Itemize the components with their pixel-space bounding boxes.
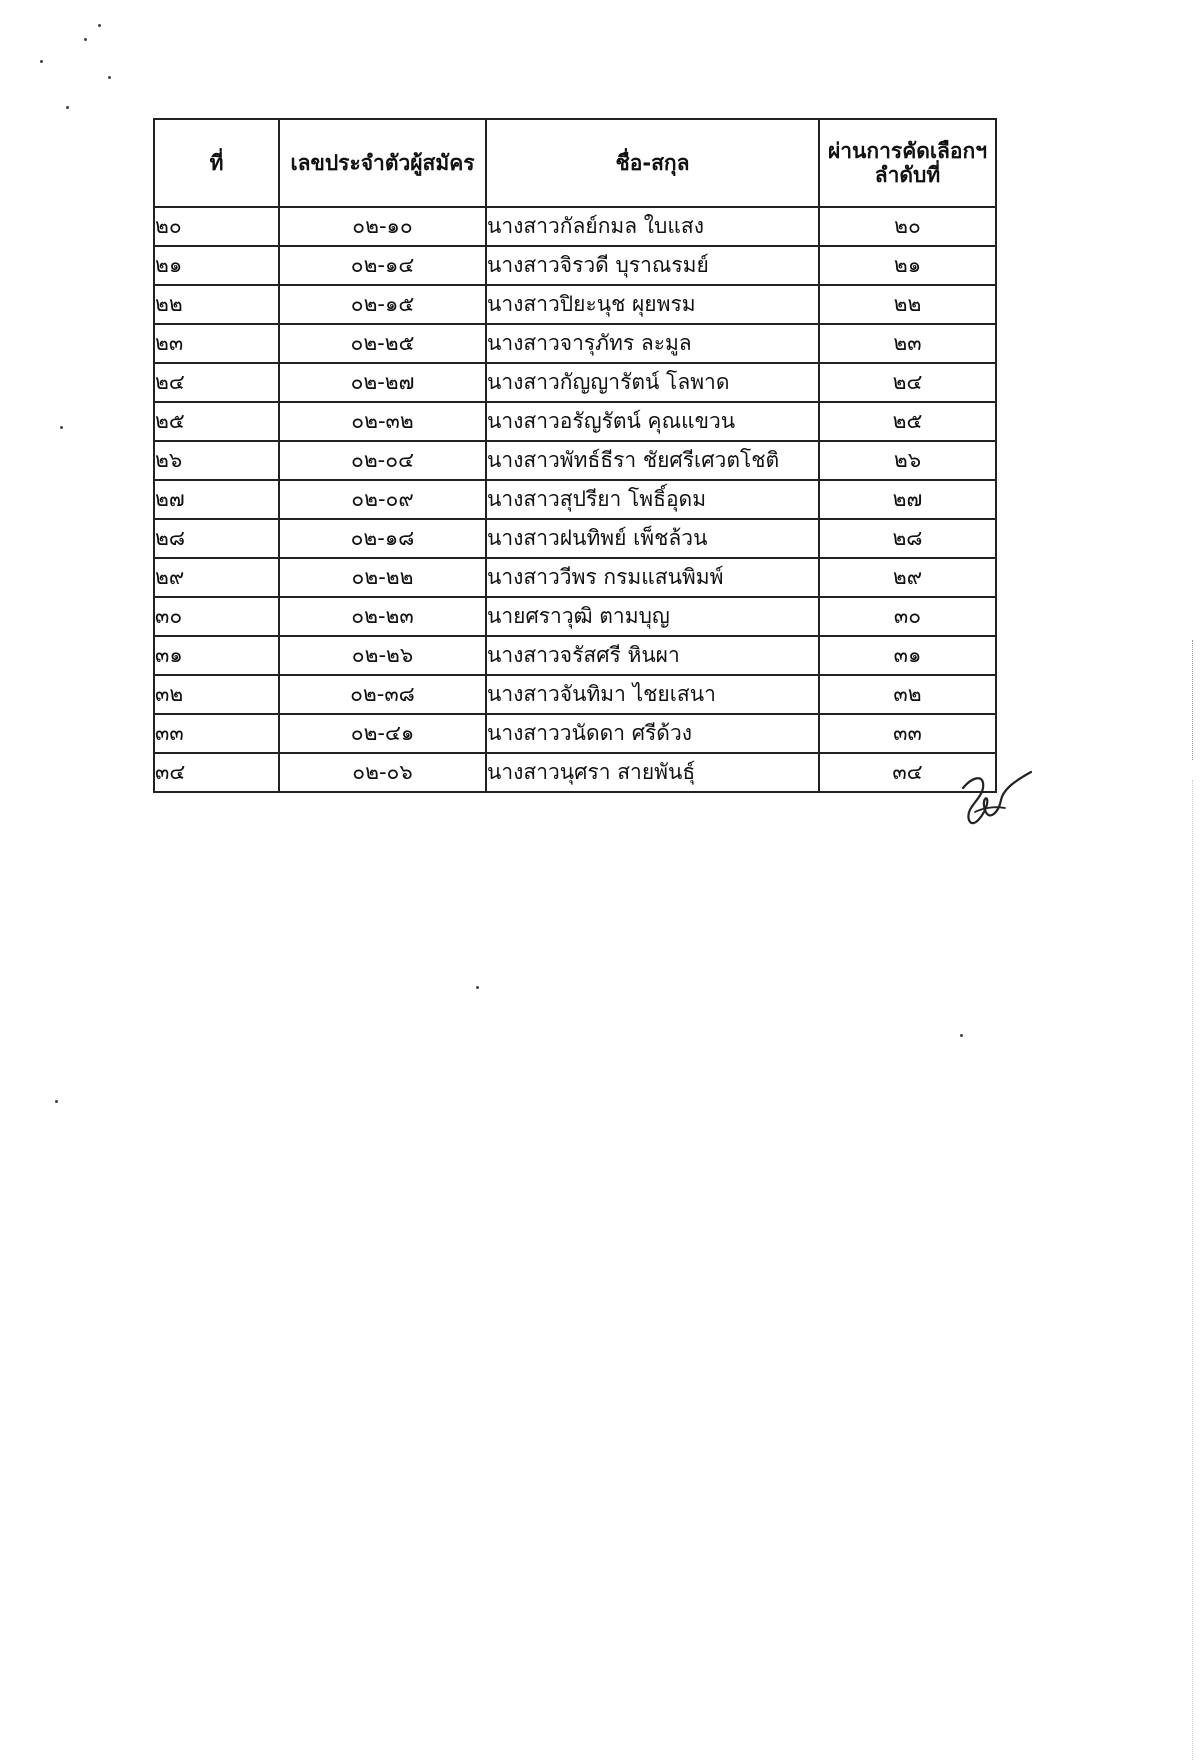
- cell-applicant-id: ๐๒-๒๕: [279, 324, 486, 363]
- cell-name: นายศราวุฒิ ตามบุญ: [486, 597, 819, 636]
- cell-rank: ๒๙: [819, 558, 996, 597]
- cell-no: ๒๕: [154, 402, 279, 441]
- table-row: [154, 207, 996, 246]
- table-row: [154, 402, 996, 441]
- cell-applicant-id: ๐๒-๔๑: [279, 714, 486, 753]
- table-row: [154, 519, 996, 558]
- scan-speck: [476, 986, 479, 989]
- cell-applicant-id: ๐๒-๐๔: [279, 441, 486, 480]
- cell-rank: ๒๓: [819, 324, 996, 363]
- table-row: [154, 246, 996, 285]
- table-row: [154, 675, 996, 714]
- selection-results-table: [153, 118, 997, 793]
- table-row: [154, 597, 996, 636]
- cell-rank: ๒๒: [819, 285, 996, 324]
- cell-rank: ๒๘: [819, 519, 996, 558]
- cell-name: นางสาวกัญญารัตน์ โลพาด: [486, 363, 819, 402]
- cell-no: ๒๘: [154, 519, 279, 558]
- table-row: [154, 636, 996, 675]
- cell-no: ๒๔: [154, 363, 279, 402]
- cell-rank: ๒๕: [819, 402, 996, 441]
- cell-rank: ๓๓: [819, 714, 996, 753]
- signature-mark: [955, 768, 1035, 832]
- cell-name: นางสาวฝนทิพย์ เพ็ชล้วน: [486, 519, 819, 558]
- table-row: [154, 441, 996, 480]
- cell-name: นางสาวสุปรียา โพธิ์อุดม: [486, 480, 819, 519]
- cell-name: นางสาววนัดดา ศรีด้วง: [486, 714, 819, 753]
- cell-name: นางสาวนุศรา สายพันธุ์: [486, 753, 819, 792]
- cell-rank: ๓๑: [819, 636, 996, 675]
- cell-name: นางสาวอรัญรัตน์ คุณแขวน: [486, 402, 819, 441]
- table-row: [154, 363, 996, 402]
- cell-rank: ๒๔: [819, 363, 996, 402]
- cell-rank: ๒๑: [819, 246, 996, 285]
- scan-edge: [1192, 780, 1194, 1760]
- scan-speck: [40, 60, 43, 63]
- cell-no: ๓๔: [154, 753, 279, 792]
- cell-rank: ๒๖: [819, 441, 996, 480]
- table-row: [154, 324, 996, 363]
- header-no: ที่: [154, 119, 279, 207]
- table-row: [154, 480, 996, 519]
- cell-applicant-id: ๐๒-๓๘: [279, 675, 486, 714]
- cell-applicant-id: ๐๒-๒๒: [279, 558, 486, 597]
- cell-rank: ๒๐: [819, 207, 996, 246]
- header-name: ชื่อ-สกุล: [486, 119, 819, 207]
- table-row: [154, 285, 996, 324]
- table-row: [154, 753, 996, 792]
- cell-applicant-id: ๐๒-๒๖: [279, 636, 486, 675]
- cell-no: ๒๐: [154, 207, 279, 246]
- table-row: [154, 558, 996, 597]
- cell-no: ๒๖: [154, 441, 279, 480]
- cell-applicant-id: ๐๒-๓๒: [279, 402, 486, 441]
- scan-speck: [66, 106, 69, 109]
- cell-applicant-id: ๐๒-๑๘: [279, 519, 486, 558]
- cell-name: นางสาวจารุภัทร ละมูล: [486, 324, 819, 363]
- cell-no: ๒๒: [154, 285, 279, 324]
- cell-rank: ๓๔: [819, 753, 996, 792]
- cell-name: นางสาวจิรวดี บุราณรมย์: [486, 246, 819, 285]
- cell-name: นางสาวจรัสศรี หินผา: [486, 636, 819, 675]
- cell-no: ๓๒: [154, 675, 279, 714]
- cell-no: ๒๗: [154, 480, 279, 519]
- cell-no: ๒๓: [154, 324, 279, 363]
- cell-name: นางสาววีพร กรมแสนพิมพ์: [486, 558, 819, 597]
- scan-edge: [1192, 640, 1194, 760]
- cell-applicant-id: ๐๒-๑๔: [279, 246, 486, 285]
- cell-applicant-id: ๐๒-๐๙: [279, 480, 486, 519]
- scan-speck: [55, 1100, 58, 1103]
- header-applicant-id: เลขประจำตัวผู้สมัคร: [279, 119, 486, 207]
- scan-speck: [960, 1034, 963, 1037]
- scan-speck: [60, 426, 63, 429]
- scan-speck: [108, 76, 111, 79]
- header-rank: ผ่านการคัดเลือกฯ ลำดับที่: [819, 119, 996, 207]
- cell-rank: ๒๗: [819, 480, 996, 519]
- cell-applicant-id: ๐๒-๒๗: [279, 363, 486, 402]
- cell-name: นางสาวพัทธ์ธีรา ชัยศรีเศวตโชติ: [486, 441, 819, 480]
- cell-applicant-id: ๐๒-๑๐: [279, 207, 486, 246]
- scan-speck: [84, 38, 87, 41]
- cell-applicant-id: ๐๒-๑๕: [279, 285, 486, 324]
- cell-no: ๓๑: [154, 636, 279, 675]
- cell-name: นางสาวกัลย์กมล ใบแสง: [486, 207, 819, 246]
- cell-name: นางสาวปิยะนุช ผุยพรม: [486, 285, 819, 324]
- cell-name: นางสาวจันทิมา ไชยเสนา: [486, 675, 819, 714]
- cell-applicant-id: ๐๒-๒๓: [279, 597, 486, 636]
- cell-rank: ๓๒: [819, 675, 996, 714]
- cell-no: ๒๑: [154, 246, 279, 285]
- cell-no: ๓๐: [154, 597, 279, 636]
- scan-speck: [98, 24, 101, 27]
- table-header-row: [154, 119, 996, 207]
- cell-no: ๓๓: [154, 714, 279, 753]
- cell-no: ๒๙: [154, 558, 279, 597]
- cell-rank: ๓๐: [819, 597, 996, 636]
- table-row: [154, 714, 996, 753]
- cell-applicant-id: ๐๒-๐๖: [279, 753, 486, 792]
